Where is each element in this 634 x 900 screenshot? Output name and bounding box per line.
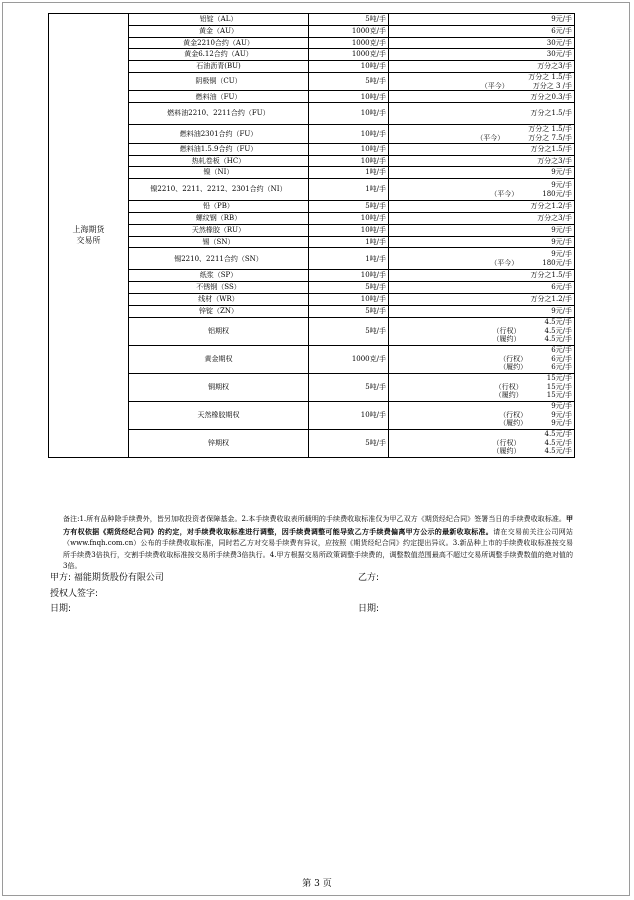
- fee-line: [391, 125, 572, 134]
- party-a-label: 甲方: 福能期货股份有限公司: [50, 573, 164, 583]
- product-name: 线材（WR）: [129, 293, 309, 305]
- trading-unit: 5吨/手: [309, 72, 389, 91]
- trading-unit: 1吨/手: [309, 248, 389, 270]
- fee-line: [391, 447, 572, 456]
- fee-cell: [389, 317, 575, 345]
- fee-cell: 万分之1.2/手: [389, 201, 575, 213]
- trading-unit: 1000克/手: [309, 49, 389, 61]
- page-number: 第 3 页: [302, 879, 332, 889]
- fee-line: [391, 355, 572, 364]
- fee-cell: [389, 248, 575, 270]
- trading-unit: 5吨/手: [309, 429, 389, 457]
- product-name: 铜期权: [129, 373, 309, 401]
- fee-cell: [389, 373, 575, 401]
- fee-qualifier: （行权）: [492, 438, 521, 447]
- fee-qualifier: （履约）: [492, 335, 521, 344]
- fee-value: 9元/手: [551, 181, 572, 190]
- trading-unit: 1吨/手: [309, 236, 389, 248]
- fee-cell: 万分之1.5/手: [389, 270, 575, 282]
- fee-qualifier: （平今）: [490, 189, 519, 198]
- fee-value: 4.5元/手: [544, 447, 572, 456]
- trading-unit: 10吨/手: [309, 155, 389, 167]
- fee-qualifier: （履约）: [499, 419, 528, 428]
- fee-value: 15元/手: [546, 382, 572, 391]
- fee-line: [391, 134, 572, 143]
- product-name: 燃料油2301合约（FU）: [129, 125, 309, 144]
- trading-unit: 1000克/手: [309, 25, 389, 37]
- fee-value: 180元/手: [542, 258, 572, 267]
- trading-unit: 10吨/手: [309, 125, 389, 144]
- product-name: 锡2210、2211合约（SN）: [129, 248, 309, 270]
- trading-unit: 5吨/手: [309, 317, 389, 345]
- fee-line: [391, 402, 572, 411]
- fee-cell: 9元/手: [389, 14, 575, 26]
- fee-line: [391, 419, 572, 428]
- fee-line: [391, 430, 572, 439]
- exchange-name: 上海期货 交易所: [49, 14, 129, 458]
- fee-cell: [389, 401, 575, 429]
- fee-cell: [389, 72, 575, 91]
- fee-qualifier: （平今）: [476, 134, 505, 143]
- notes-bold-text: 甲方有权依据《期货经纪合同》的约定，对手续费收取标准进行调整，因手续费调整可能导致乙方手续费偏离甲方公示的最新收取标准。: [63, 514, 573, 536]
- trading-unit: 1000克/手: [309, 37, 389, 49]
- fee-value: 15元/手: [546, 391, 572, 400]
- party-b-label: 乙方:: [358, 573, 380, 583]
- product-name: 镍（NI）: [129, 167, 309, 179]
- notes: [63, 513, 573, 573]
- fee-value: 9元/手: [551, 250, 572, 259]
- fee-line: [391, 190, 572, 199]
- fee-cell: [389, 125, 575, 144]
- fee-value: 180元/手: [542, 189, 572, 198]
- fee-value: 6元/手: [551, 346, 572, 355]
- trading-unit: 1000克/手: [309, 345, 389, 373]
- fee-cell: 9元/手: [389, 236, 575, 248]
- fee-line: [391, 250, 572, 259]
- fee-cell: 9元/手: [389, 167, 575, 179]
- table-row: [49, 14, 575, 26]
- trading-unit: 10吨/手: [309, 401, 389, 429]
- trading-unit: 5吨/手: [309, 14, 389, 26]
- fee-line: [391, 73, 572, 82]
- fee-qualifier: （履约）: [492, 447, 521, 456]
- trading-unit: 5吨/手: [309, 282, 389, 294]
- fee-value: 万分之 1.5/手: [528, 125, 572, 134]
- fee-line: [391, 346, 572, 355]
- fee-value: 4.5元/手: [544, 430, 572, 439]
- fee-line: [391, 391, 572, 400]
- trading-unit: 10吨/手: [309, 91, 389, 103]
- product-name: 黄金2210合约（AU）: [129, 37, 309, 49]
- fee-value: 4.5元/手: [544, 335, 572, 344]
- product-name: 锡（SN）: [129, 236, 309, 248]
- notes-text-1: 备注:1.所有品种除手续费外，皆另加收投资者保障基金。2.本手续费收取表所载明的手续费收取标准仅为甲乙双方《期货经纪合同》签署当日的手续费收取标准。: [63, 515, 566, 523]
- fee-table: [48, 13, 575, 458]
- fee-cell: 万分之1.2/手: [389, 293, 575, 305]
- product-name: 不锈钢（SS）: [129, 282, 309, 294]
- fee-cell: 9元/手: [389, 224, 575, 236]
- fee-qualifier: （平今）: [480, 81, 509, 90]
- fee-value: 万分之 1.5/手: [528, 73, 572, 82]
- fee-cell: 万分之3/手: [389, 61, 575, 73]
- fee-qualifier: （履约）: [494, 391, 523, 400]
- fee-cell: 万分之3/手: [389, 155, 575, 167]
- fee-line: [391, 318, 572, 327]
- fee-qualifier: （行权）: [499, 410, 528, 419]
- product-name: 燃料油1.5.9合约（FU）: [129, 143, 309, 155]
- authorized-signature-label: 授权人签字:: [50, 589, 99, 599]
- fee-line: [391, 411, 572, 420]
- trading-unit: 10吨/手: [309, 293, 389, 305]
- fee-cell: 万分之0.3/手: [389, 91, 575, 103]
- fee-cell: 6元/手: [389, 25, 575, 37]
- product-name: 锌锭（ZN）: [129, 305, 309, 317]
- product-name: 黄金6.12合约（AU）: [129, 49, 309, 61]
- fee-cell: 万分之3/手: [389, 212, 575, 224]
- fee-value: 万分之 3 /手: [532, 81, 572, 90]
- fee-qualifier: （平今）: [490, 258, 519, 267]
- trading-unit: 10吨/手: [309, 103, 389, 125]
- fee-value: 6元/手: [551, 354, 572, 363]
- trading-unit: 10吨/手: [309, 212, 389, 224]
- product-name: 螺纹钢（RB）: [129, 212, 309, 224]
- fee-cell: [389, 179, 575, 201]
- fee-value: 万分之 7.5/手: [528, 134, 572, 143]
- fee-qualifier: （履约）: [499, 363, 528, 372]
- fee-cell: [389, 345, 575, 373]
- fee-value: 9元/手: [551, 410, 572, 419]
- product-name: 铅（PB）: [129, 201, 309, 213]
- date-b-label: 日期:: [358, 604, 380, 614]
- fee-line: [391, 374, 572, 383]
- trading-unit: 1吨/手: [309, 167, 389, 179]
- fee-line: [391, 383, 572, 392]
- trading-unit: 5吨/手: [309, 201, 389, 213]
- fee-value: 9元/手: [551, 419, 572, 428]
- product-name: 黄金期权: [129, 345, 309, 373]
- fee-line: [391, 335, 572, 344]
- fee-qualifier: （行权）: [494, 382, 523, 391]
- product-name: 天然橡胶（RU）: [129, 224, 309, 236]
- fee-line: [391, 181, 572, 190]
- trading-unit: 10吨/手: [309, 270, 389, 282]
- product-name: 石油沥青(BU): [129, 61, 309, 73]
- fee-cell: 6元/手: [389, 282, 575, 294]
- product-name: 燃料油（FU）: [129, 91, 309, 103]
- fee-value: 4.5元/手: [544, 438, 572, 447]
- fee-qualifier: （行权）: [499, 354, 528, 363]
- trading-unit: 5吨/手: [309, 373, 389, 401]
- product-name: 锌期权: [129, 429, 309, 457]
- fee-line: [391, 82, 572, 91]
- trading-unit: 10吨/手: [309, 61, 389, 73]
- trading-unit: 1吨/手: [309, 179, 389, 201]
- fee-line: [391, 259, 572, 268]
- fee-cell: 9元/手: [389, 305, 575, 317]
- fee-value: 15元/手: [546, 374, 572, 383]
- fee-value: 4.5元/手: [544, 326, 572, 335]
- fee-value: 9元/手: [551, 402, 572, 411]
- product-name: 铝期权: [129, 317, 309, 345]
- product-name: 铝锭（AL）: [129, 14, 309, 26]
- fee-cell: 万分之1.5/手: [389, 143, 575, 155]
- fee-cell: [389, 429, 575, 457]
- product-name: 纸浆（SP）: [129, 270, 309, 282]
- product-name: 热轧卷板（HC）: [129, 155, 309, 167]
- fee-value: 4.5元/手: [544, 318, 572, 327]
- fee-line: [391, 363, 572, 372]
- date-a-label: 日期:: [50, 604, 72, 614]
- product-name: 燃料油2210、2211合约（FU）: [129, 103, 309, 125]
- fee-value: 6元/手: [551, 363, 572, 372]
- fee-cell: 30元/手: [389, 37, 575, 49]
- product-name: 黄金（AU）: [129, 25, 309, 37]
- fee-cell: 万分之1.5/手: [389, 103, 575, 125]
- product-name: 天然橡胶期权: [129, 401, 309, 429]
- fee-cell: 30元/手: [389, 49, 575, 61]
- trading-unit: 10吨/手: [309, 224, 389, 236]
- fee-qualifier: （行权）: [492, 326, 521, 335]
- product-name: 镍2210、2211、2212、2301合约（NI）: [129, 179, 309, 201]
- product-name: 阴极铜（CU）: [129, 72, 309, 91]
- notes-text-2: 请在交易前关注公司网站（www.fnqh.com.cn）公布的手续费收取标准，同时若乙方对交易手续费有异议，应按照《期货经纪合同》约定提出异议。3.新品种上市的手续费收取标准按交易所手续费3倍执行，交割手续费收取标准按交易所手续费3倍执行。4.甲方根据交易所政策调整手续费的，调整数值范围最高不超过交易所调整手续费数值的绝对值的3倍。: [63, 527, 574, 570]
- trading-unit: 5吨/手: [309, 305, 389, 317]
- trading-unit: 10吨/手: [309, 143, 389, 155]
